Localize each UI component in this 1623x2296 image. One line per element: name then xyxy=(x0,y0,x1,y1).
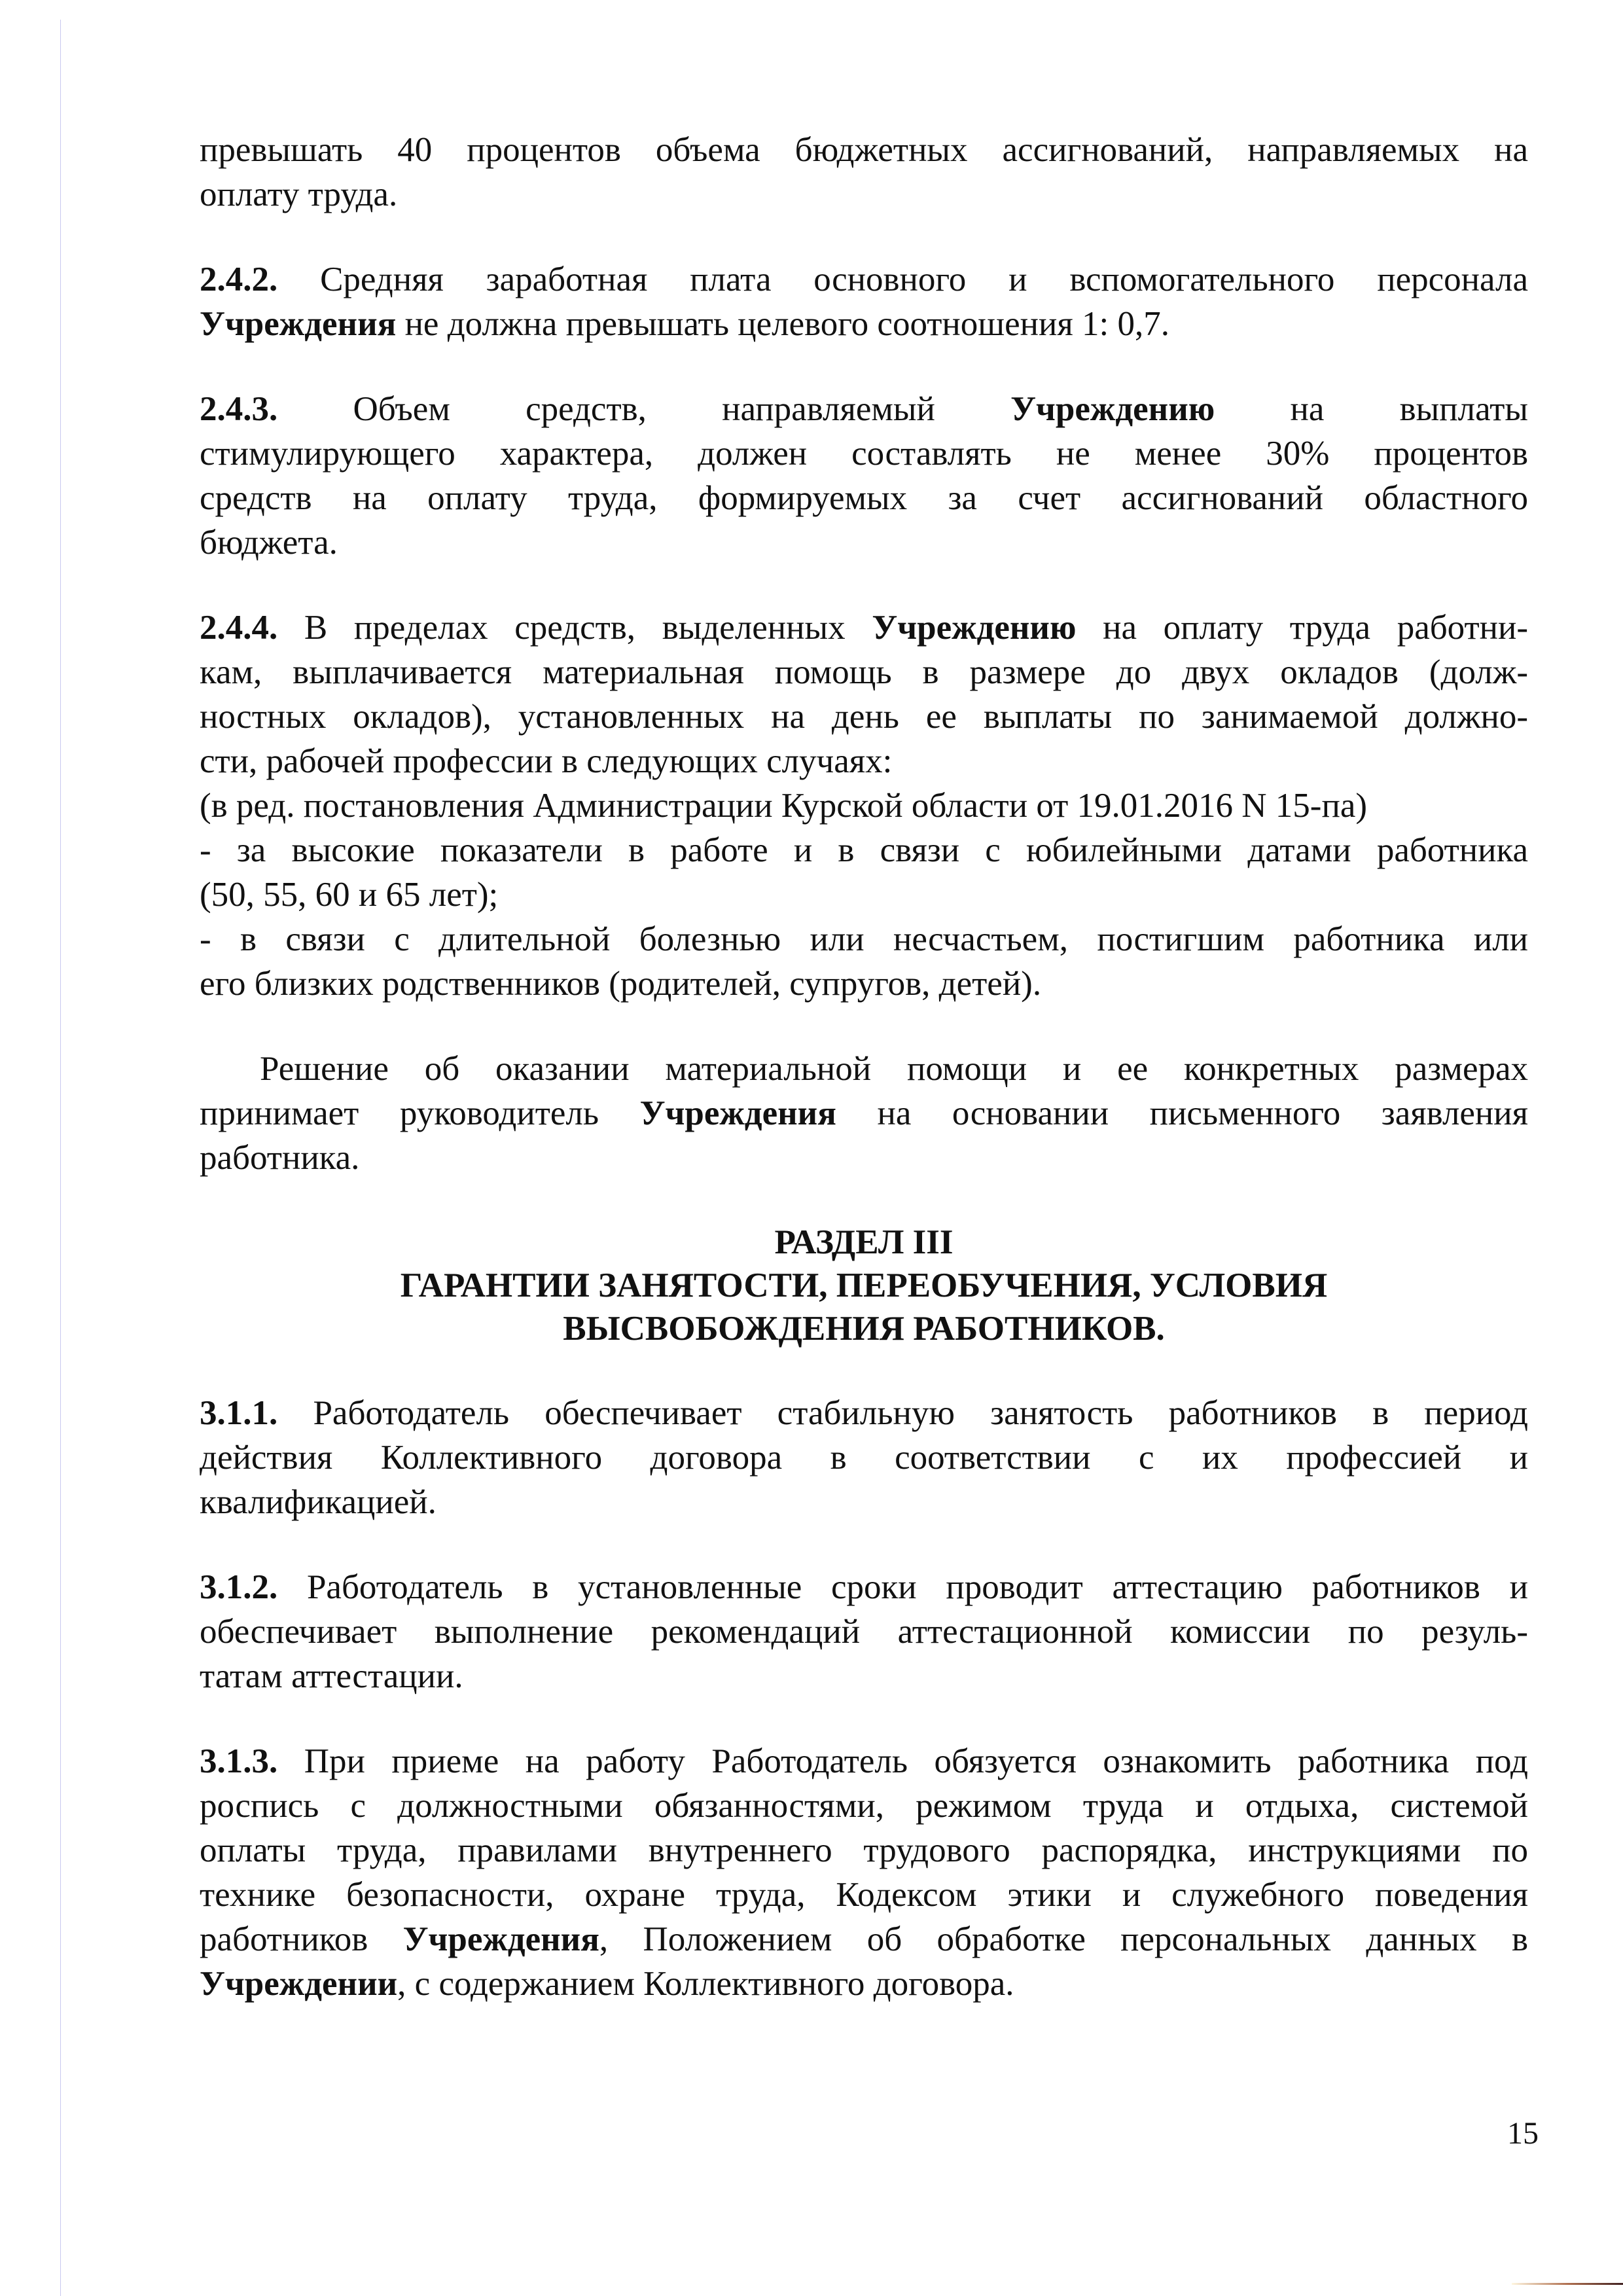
text-line: бюджета. xyxy=(200,524,338,562)
clause-number: 3.1.3. xyxy=(200,1742,278,1780)
text-fragment: В пределах средств, выделенных xyxy=(304,609,846,647)
text-line: квалификацией. xyxy=(200,1483,437,1521)
text-fragment: принимает руководитель xyxy=(200,1094,599,1132)
text-fragment: на основании письменного заявления xyxy=(877,1094,1529,1132)
document-page xyxy=(200,128,1528,2006)
bullet-item: - в связи с длительной болезнью или несчастьем, постигшим работника или xyxy=(200,920,1528,958)
text-fragment: , с содержанием Коллективного договора. xyxy=(397,1965,1014,2003)
section-subtitle: ВЫСВОБОЖДЕНИЯ РАБОТНИКОВ. xyxy=(563,1310,1165,1348)
text-fragment: работников xyxy=(200,1920,368,1958)
bold-term: Учреждению xyxy=(872,609,1077,647)
text-fragment: на оплату труда работни- xyxy=(1103,609,1529,647)
text-line: Работодатель обеспечивает стабильную занятость работников в период xyxy=(313,1394,1528,1432)
bullet-item-cont: (50, 55, 60 и 65 лет); xyxy=(200,876,499,914)
clause-number: 3.1.2. xyxy=(200,1568,278,1606)
bullet-item: - за высокие показатели в работе и в связи с юбилейными датами работника xyxy=(200,831,1528,869)
clause-2-4-4 xyxy=(200,605,1528,1006)
text-line: оплаты труда, правилами внутреннего трудового распорядка, инструкциями по xyxy=(200,1831,1528,1869)
text-line: роспись с должностными обязанностями, режимом труда и отдыха, системой xyxy=(200,1787,1528,1825)
text-line: Решение об оказании материальной помощи и ее конкретных размерах xyxy=(260,1050,1528,1088)
text-fragment: Объем средств, направляемый xyxy=(353,390,935,428)
section-title: РАЗДЕЛ III xyxy=(774,1223,954,1261)
paragraph-decision xyxy=(200,1047,1528,1180)
text-line: действия Коллективного договора в соответствии с их профессией и xyxy=(200,1439,1528,1477)
clause-number: 2.4.4. xyxy=(200,609,278,647)
clause-2-4-2 xyxy=(200,257,1528,346)
text-line: обеспечивает выполнение рекомендаций аттестационной комиссии по резуль- xyxy=(200,1613,1528,1651)
text-line: сти, рабочей профессии в следующих случаях: xyxy=(200,742,893,780)
page-number: 15 xyxy=(1507,2116,1539,2151)
bold-term: Учреждения xyxy=(402,1920,599,1958)
clause-3-1-1 xyxy=(200,1391,1528,1524)
text-line: кам, выплачивается материальная помощь в размере до двух окладов (долж- xyxy=(200,653,1528,691)
bullet-item-cont: его близких родственников (родителей, супругов, детей). xyxy=(200,965,1042,1003)
scan-margin-line xyxy=(60,20,61,2296)
clause-3-1-3 xyxy=(200,1739,1528,2006)
clause-3-1-2 xyxy=(200,1565,1528,1698)
section-subtitle: ГАРАНТИИ ЗАНЯТОСТИ, ПЕРЕОБУЧЕНИЯ, УСЛОВИЯ xyxy=(400,1266,1328,1304)
text-line: оплату труда. xyxy=(200,175,398,213)
bold-term: Учреждения xyxy=(639,1094,836,1132)
text-line: технике безопасности, охране труда, Кодексом этики и служебного поведения xyxy=(200,1876,1528,1914)
scan-edge-artifact xyxy=(1512,2283,1623,2285)
bold-term: Учреждению xyxy=(1010,390,1215,428)
clause-number: 3.1.1. xyxy=(200,1394,278,1432)
text-line: работника. xyxy=(200,1139,360,1177)
text-line: При приеме на работу Работодатель обязуется ознакомить работника под xyxy=(304,1742,1528,1780)
text-line: не должна превышать целевого соотношения 1: 0,7. xyxy=(404,305,1169,343)
paragraph-intro xyxy=(200,128,1528,217)
text-line: Работодатель в установленные сроки проводит аттестацию работников и xyxy=(306,1568,1529,1606)
clause-2-4-3 xyxy=(200,387,1528,565)
text-line: татам аттестации. xyxy=(200,1657,463,1695)
bold-term: Учреждении xyxy=(200,1965,398,2003)
text-fragment: на выплаты xyxy=(1290,390,1528,428)
clause-number: 2.4.2. xyxy=(200,260,278,298)
text-line: стимулирующего характера, должен составлять не менее 30% процентов xyxy=(200,435,1528,473)
text-line: превышать 40 процентов объема бюджетных ассигнований, направляемых на xyxy=(200,131,1528,169)
clause-number: 2.4.3. xyxy=(200,390,278,428)
amendment-note: (в ред. постановления Администрации Курской области от 19.01.2016 N 15-па) xyxy=(200,787,1367,825)
text-fragment: , Положением об обработке персональных данных в xyxy=(599,1920,1528,1958)
bold-term: Учреждения xyxy=(200,305,397,343)
text-line: Средняя заработная плата основного и вспомогательного персонала xyxy=(320,260,1528,298)
text-line: средств на оплату труда, формируемых за счет ассигнований областного xyxy=(200,479,1528,517)
section-heading xyxy=(200,1221,1528,1350)
text-line: ностных окладов), установленных на день ее выплаты по занимаемой должно- xyxy=(200,698,1528,736)
